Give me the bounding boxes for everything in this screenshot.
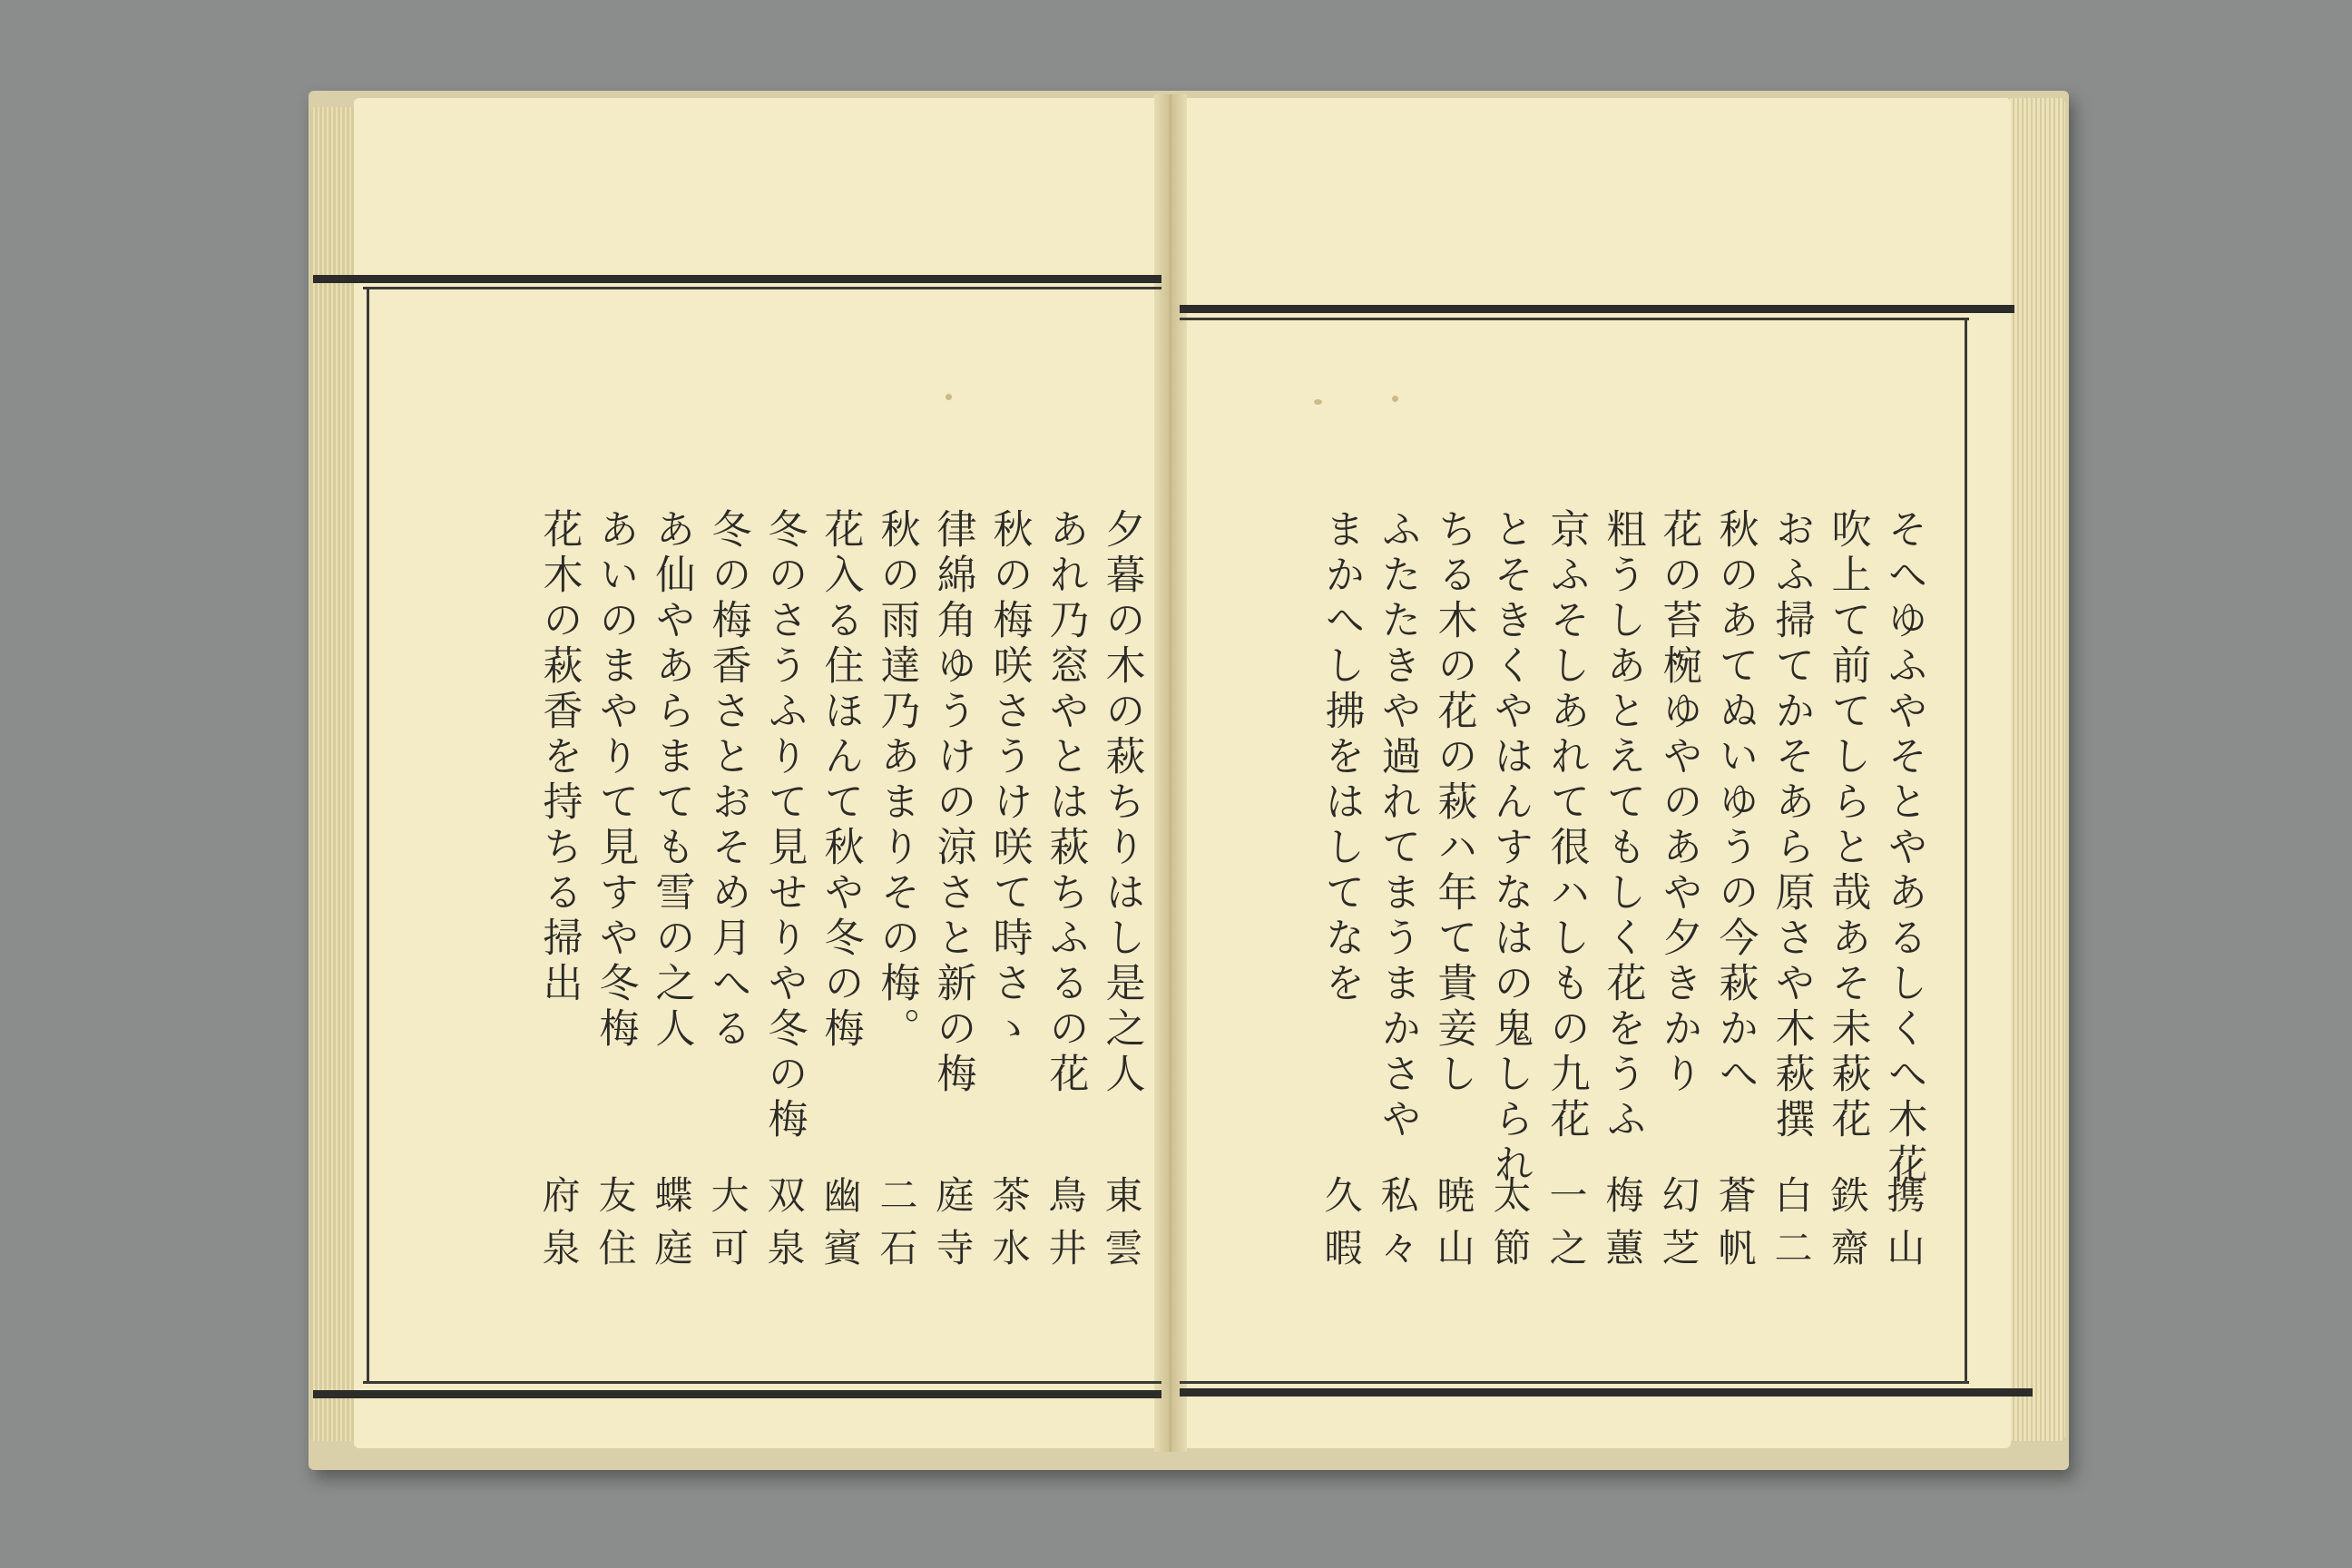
left-page-author-9: 友住 [593, 1175, 638, 1280]
left-page-author-7: 大可 [705, 1175, 750, 1280]
right-page-author-0: 携山 [1881, 1175, 1926, 1280]
right-page-verse-6: 京ふそしあれて很ハしもの九花 [1543, 508, 1590, 1143]
right-page-verse-4: 花の苔椀ゆやのあや夕きかり [1655, 508, 1702, 1098]
right-page-author-9: 私々 [1375, 1175, 1420, 1280]
left-page-author-3: 庭寺 [930, 1175, 975, 1280]
left-page-verse-9: あいのまやりて見すや冬梅 [592, 508, 639, 1053]
right-page-author-8: 暁山 [1431, 1175, 1476, 1280]
right-page-author-10: 久暇 [1318, 1175, 1364, 1280]
right-page-author-7: 太節 [1487, 1175, 1533, 1280]
right-page-verse-3: 秋のあてぬいゆうの今萩かへ [1711, 508, 1759, 1098]
left-page-verse-3: 律綿角ゆうけの涼さと新の梅 [929, 508, 976, 1098]
left-page-verse-7: 冬の梅香さとおそめ月へる [704, 508, 751, 1053]
right-page-author-6: 一之 [1544, 1175, 1589, 1280]
left-page-author-1: 鳥井 [1043, 1175, 1088, 1280]
left-page-author-0: 東雲 [1099, 1175, 1144, 1280]
right-page-verse-10: まかへし拂をはしてなを [1318, 508, 1365, 1007]
left-page-verse-6: 冬のさうふりて見せりや冬の梅 [760, 508, 808, 1143]
right-page-verse-2: おふ掃てかそあら原さや木萩撰 [1768, 508, 1815, 1143]
left-page-author-6: 双泉 [761, 1175, 807, 1280]
right-page-verse-1: 吹上て前てしらと哉あそ未萩花 [1824, 508, 1871, 1143]
right-page-verse-0: そへゆふやそとやあるしくへ木花 [1880, 508, 1927, 1189]
right-page-author-2: 白二 [1769, 1175, 1814, 1280]
right-page-author-5: 梅蕙 [1600, 1175, 1645, 1280]
right-page-author-4: 幻芝 [1656, 1175, 1701, 1280]
left-page-verse-2: 秋の梅咲さうけ咲て時さゝ [985, 508, 1033, 1053]
right-page-verse-5: 粗うしあとえてもしく花をうふ [1599, 508, 1646, 1143]
right-page-verse-7: とそきくやはんすなはの鬼しられ [1486, 508, 1534, 1189]
right-page-verse-9: ふたたきや過れてまうまかさや [1374, 508, 1421, 1143]
left-page-verse-1: あれ乃窓やとは萩ちふるの花 [1042, 508, 1089, 1098]
right-page-verse-8: ちる木の花の萩ハ年て貴妾し [1430, 508, 1477, 1098]
left-page-author-8: 蝶庭 [649, 1175, 694, 1280]
left-page-verse-8: あ仙やあらまても雪の之人 [648, 508, 695, 1053]
left-page-author-10: 府泉 [536, 1175, 582, 1280]
left-page-author-2: 茶水 [986, 1175, 1032, 1280]
left-page-author-4: 二石 [874, 1175, 919, 1280]
right-page-author-1: 鉄齋 [1825, 1175, 1870, 1280]
left-page-verse-0: 夕暮の木の萩ちりはし是之人 [1098, 508, 1145, 1098]
left-page-verse-5: 花入る住ほんて秋や冬の梅 [817, 508, 864, 1053]
right-page-author-3: 蒼帆 [1712, 1175, 1758, 1280]
left-page-verse-10: 花木の萩香を持ちる掃出 [535, 508, 583, 1007]
left-page-author-5: 幽賓 [818, 1175, 863, 1280]
left-page-verse-4: 秋の雨達乃あまりその梅。 [873, 508, 920, 1053]
